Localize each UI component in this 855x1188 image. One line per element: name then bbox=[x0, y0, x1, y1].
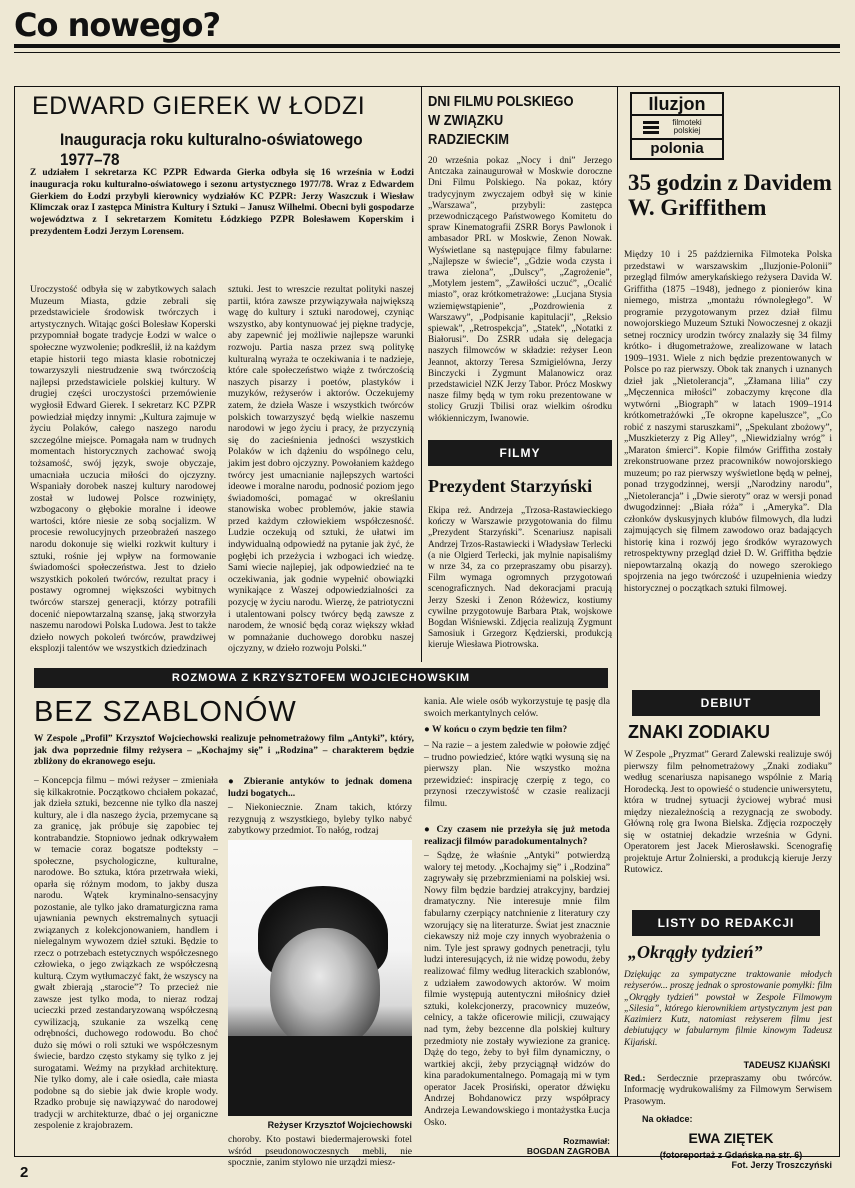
cover-box bbox=[628, 1114, 834, 1160]
cover-name: EWA ZIĘTEK bbox=[688, 1130, 774, 1146]
rozmowa-lead: W Zespole „Profil” Krzysztof Wojciechowski realizuje pełnometrażowy film „Antyki”, który, jak dwa poprzednie filmy reżysera – „Kochajmy się” i „Rodzina” – charakterem będzie zbliżony do ekranowego eseju. bbox=[34, 734, 414, 768]
logo-top-text: Iluzjon bbox=[632, 94, 722, 116]
dni-title: DNI FILMU POLSKIEGO W ZWIĄZKU RADZIECKIM bbox=[428, 93, 574, 148]
filmy-title: Prezydent Starzyński bbox=[428, 476, 593, 496]
cover-note: (fotoreportaż z Gdańska na str. 6) bbox=[659, 1150, 803, 1160]
dni-body: 20 września pokaz „Nocy i dni” Jerzego Antczaka zainaugurował w Moskwie doroczne Dni Filmu Polskiego. Na pokaz, który tradycyjnym zwyczajem odbył się w kinie „Warszawa”, przybyli: zastępca przewodniczącego Państwowego Komitetu do spraw Kinematografii ZSRR Borys Pawlonok i ambasador PRL w Moskwie, Zenon Nowak. Wyświetlane są następujące filmy fabularne: „Najlepsze w świecie”, „Gdzie woda czysta i trawa zielona”, „Dulscy”, „Zagrożenie”, „Motylem jestem”, „Zawiłości uczuć”, „Ocalić miasto”, oraz krótkometrażowe: „Lucjana Stysia wziemięwstąpienie”, „Pozdrowienia z Warszawy”, „Podpisanie kapitulacji”, „Reksio spiewak”, „Retrospekcja”, „Statek”, „Notatki z Białorusi”. Do ZSRR udała się delegacja naszych filmowców w składzie: reżyser Leon Jeannot, aktorzy Teresa Szmigielówna, Jerzy Binczycki i Zygmunt Malanowicz oraz przedstawiciel NZK Jerzy Tabor. Prócz Moskwy nasze filmy będą w tym roku prezentowane w stolicy Gruzji Tbilisi oraz wielkim ośrodku włókienniczym, Iwanowie. bbox=[428, 156, 612, 424]
bullet-icon: ● bbox=[424, 824, 437, 835]
q1-text: Zbieranie antyków to jednak domena ludzi bogatych... bbox=[228, 776, 412, 799]
masthead-rule bbox=[14, 44, 840, 48]
listy-body: Dziękując za sympatyczne traktowanie młodych reżyserów... proszę jednak o sprostowanie pomyłki: film „Okrągły tydzień” powstał w Zespole Filmowym „Silesia”, którego kierownikiem artystycznym jest pan Kazimierz Kutz, natomiast reżyserem filmu jest debiutujący w fabularnym filmie kinowym Tadeusz Kijański. bbox=[624, 970, 832, 1048]
iluzjon-body: Między 10 i 25 października Filmoteka Polska przedstawi w warszawskim „Iluzjonie-Polonii” przegląd filmów amerykańskiego reżysera Davida W. Griffitha (1875 –1948), jednego z pionierów kina niemego, mistrza „montażu równoległego”. W programie przygotowanym przez dział filmu nowojorskiego Muzeum Sztuki Nowoczesnej z okazji setnej rocznicy urodzin twórcy znalazły się 34 filmy krótko- i długometrażowe, zrealizowane w latach 1909–1931. Wiele z nich będzie prezentowanych w Polsce po raz pierwszy. Obok tak znanych i uznanych dzieł jak „Nietolerancja”, „Złamana lilia” czy „Męczennica miłości” zobaczymy kręcone dla wytwórni „Biograph” w latach 1909–1914 krótkometrażówki „Te okropne kapeluszce”, „Co robić z naszymi staruszkami”, „Spekulant zbożowy”, „Muszkieterzy z Pig Alley”, „Niewidzialny wróg” i „Maraton śmierci”. Kopie filmów Griffitha zostały zrekonstruowane przez pracowników nowojorskiego muzeum; po raz pierwszy wyświetlone będą w pełnej, ponad trzygodzinnej, wersji „Narodziny narodu”, „Nietolerancja” i „Dwie sieroty” oraz w wersji ponad dwugodzinnej: „Biała róża” i „Ameryka”. Dla członków dyskusyjnych klubów filmowych, dla ludzi zajmujących się filmem zawodowo oraz badających historię kina i rozwój jego środków wyrazowych retrospektywny przegląd dzieł D. W. Griffitha będzie niepowtarzalną okazją do nowego szerokiego spojrzenia na jego twórczość i uzupełnienia wiedzy historycznej o początkach sztuki filmowej. bbox=[624, 250, 832, 594]
gierek-column-2: sztuki. Jest to wreszcie rezultat polityki naszej partii, która zawsze przywiązywała największą wagę do kultury i sztuki narodowej, czyniąc wszystko, aby kontynuować jej piękne tradycje, aby zapewnić jej możliwie najlepsze warunki rozwoju. Partia nasza przez swą politykę kulturalną wyraża te oczekiwania i te nadzieje, które cale społeczeństwo wiąże z twórczością naszych pisarzy i poetów, plastyków i muzyków, reżyserów i aktorów. Oczekujemy zatem, że dzieła Wasze i wszystkich twórców polskich towarzyszyć będą wielkie naszemu narodowi w jego życiu i pracy, że przyczynią się do zacieśnienia jedności wszystkich Polaków w ich dążeniu do wspólnego celu, jakim jest dobro ojczyzny. Powołaniem każdego twórcy jest umacnianie najlepszych wartości ideowe i moralne narodu, podnosić poziom jego świadomości, pomagać w określaniu stanowiska wobec problemów, jakie stawia przed każdym człowiekiem współczesność. Ludzie oczekują od sztuki, że ułatwi im indywidualną odpowiedź na pytanie jak żyć, że pogłębi ich przeżycia i wzbogaci ich wiedzę. Sami wiecie najlepiej, jak odpowiedzieć na te oczekiwania, jak godnie wypełnić obowiązki wynikające z Waszej odpowiedzialności za pozycję w życiu narodu. Wierzę, że patriotyczni i utalentowani polscy twórcy będą zawsze z narodem, że wnosić będą coraz większy wkład w pomnażanie duchowego dorobku naszej ojczyzny, w dzieło rozwoju Polski.” bbox=[228, 284, 414, 655]
reply-label: Red.: bbox=[624, 1074, 646, 1084]
q3-text: Czy czasem nie przeżyła się już metoda realizacji filmów paradokumentalnych? bbox=[424, 824, 610, 847]
rozmowa-column-3b: – Na razie – a jestem zaledwie w połowie zdjęć – trudno powiedzieć, które wątki wysuną się na pierwszy plan. Nie wszystko można przewidzieć: inspirację czerpię z tego, co przynosi rzeczywistość w czasie realizacji filmu. bbox=[424, 740, 610, 809]
rozmowa-column-2a: – Niekoniecznie. Znam takich, którzy rezygnują z wszystkiego, byleby tylko nabyć zabytkowy przedmiot. To nałóg, rodzaj bbox=[228, 802, 412, 837]
rozmowa-title: BEZ SZABLONÓW bbox=[34, 696, 297, 728]
director-photo bbox=[228, 840, 412, 1116]
rozmowa-column-3c: – Sądzę, że właśnie „Antyki” potwierdzą walory tej metody. „Kochajmy się” i „Rodzina” zagrywały się przebrzmieniami na polskiej wsi. Nowy film będzie bardziej atrakcyjny, bardziej dramatyczny. Nie interesuje mnie film fabularny czerpiący natchnienie z literatury czy wzorujący się na literaturze. Świat jest znacznie ciekawszy niż moje czy innych wyobrażenia o nim. Tyle jest sprawy godnych penetracji, tylu ludzi interesujących, iż nie widzę powodu, żeby realizować filmy według literackich szablonów, z udziałem zawodowych aktorów. W moim filmie występują autentyczni miłośnicy dzieł sztuki, kolekcjonerzy, pracownicy muzeów, celnicy, a także oficerowie milicji, czuwający nad tym, żeby bezcenne dla polskiej kultury przedmioty nie zostały wywiezione za granicę. Dążę do tego, żeby to był film dynamiczny, o wartkiej akcji, żeby przyciągnął widzów do kina paradokumentalnego. Pomagają mi w tym operator Jacek Prosiński, operator dźwięku Andrzej Bohdanowicz przy współpracy Andrzeja Lewandowskiego i montażystka Łucja Osko. bbox=[424, 850, 610, 1128]
frame-top bbox=[14, 86, 840, 87]
iluzjon-logo bbox=[630, 92, 724, 160]
rozmowa-column-2b: choroby. Kto postawi biedermajerowski fotel wśród pseudonowoczesnych mebli, nie spocznie, zanim stylowo nie urządzi miesz- bbox=[228, 1134, 412, 1169]
debiut-bar: DEBIUT bbox=[632, 690, 820, 716]
rozmowa-question-1 bbox=[228, 776, 412, 799]
frame-left bbox=[14, 86, 15, 1156]
film-strip-icon bbox=[643, 120, 659, 134]
gierek-subtitle: Inauguracja roku kulturalno-oświatowego 1977–78 bbox=[60, 130, 363, 169]
masthead-rule-thin bbox=[14, 52, 840, 53]
photo-caption: Reżyser Krzysztof Wojciechowski bbox=[267, 1120, 412, 1130]
listy-title: „Okrągły tydzień” bbox=[628, 942, 763, 962]
filmy-bar: FILMY bbox=[428, 440, 612, 466]
logo-bottom-text: polonia bbox=[632, 138, 722, 158]
masthead: Co nowego? bbox=[14, 6, 221, 44]
listy-bar: LISTY DO REDAKCJI bbox=[632, 910, 820, 936]
divider-vertical-2 bbox=[617, 86, 618, 1156]
gierek-title: EDWARD GIEREK W ŁODZI bbox=[32, 92, 366, 120]
debiut-title: ZNAKI ZODIAKU bbox=[628, 722, 770, 742]
iluzjon-title: 35 godzin z Davidem W. Griffithem bbox=[628, 170, 832, 220]
photo-shoulders bbox=[228, 1036, 412, 1116]
rozmowa-column-1: – Koncepcja filmu – mówi reżyser – zmieniała się kilkakrotnie. Początkowo chciałem pokazać, jak dzieła sztuki, bezcenne nie tylko dla naszej kultury, ale i dla naszego życia, przemycane są za granicę, jak próbuje się zapobiec tej kontrabandzie. Stopniowo jednak odkrywałem w temacie coraz bogatsze podteksty – społeczne, psychologiczne, kulturalne, narodowe. Bo sztuka, która przetrwała wieki, oparła się różnym modom, to jakby dusza narodu. Wątek kryminalno-sensacyjny pozostanie, ale tylko jako dramaturgiczna rama ujawniania pewnych ekstremalnych sytuacji związanych z kolekcjonowaniem, handlem i nielegalnym wywozem dzieł sztuki. Będzie to rzecz o potrzebach estetycznych współczesnego człowieka, o jego związkach ze współczesną kulturą. Czym wytłumaczyć fakt, że wszyscy na gwałt zbierają „starocie”? To przecież nie zawsze jest tylko moda, to nieraz rodzaj ucieczki przed zestandaryzowaną współczesną cywilizacją, szukanie za wszelką cenę odrębności, duchowego rodowodu. Bo choć dużo się mówi o roli sztuki we współczesnym świecie, bardzo często stykamy się tylko z jej surogatami. Weźmy na przykład architekturę. Nie tylko domy, ale i całe osiedla, całe miasta podobne są do siebie jak dwie krople wody. Rzadko probuje się nawiązywać do narodowej tradycji w architekturze, dbać o jej organiczne zespolenie z krajobrazem. bbox=[34, 776, 218, 1131]
interviewer-name: BOGDAN ZAGROBA bbox=[526, 1146, 610, 1156]
rozmowa-column-3a: kania. Ale wiele osób wykorzystuje tę pasję dla swoich merkantylnych celów. bbox=[424, 696, 610, 719]
page-number: 2 bbox=[20, 1164, 29, 1181]
photo-face bbox=[270, 928, 380, 1048]
cover-label: Na okładce: bbox=[642, 1114, 693, 1124]
gierek-lead: Z udziałem I sekretarza KC PZPR Edwarda Gierka odbyła się 16 września w Łodzi inauguracja roku kulturalno-oświatowego i sezonu artystycznego 1977/78. Wraz z Edwardem Gierkiem do Łodzi przybyli kierownicy wydziałów KC PZPR: Jerzy Waszczuk i Wiesław Klimczak oraz I zastępca Ministra Kultury i Sztuki – Janusz Wilhelmi. Obecni byli gospodarze województwa z I sekretarzem Komitetu Łódzkiego PZPR Bolesławem Koperskim i prezydentem Łodzi Jerzym Lorensem. bbox=[30, 168, 414, 237]
q2-text: W końcu o czym będzie ten film? bbox=[432, 724, 568, 735]
reply-text: Serdecznie przepraszamy obu twórców. Informację wydrukowaliśmy za Filmowym Serwisem Prasowym. bbox=[624, 1074, 832, 1107]
cover-credit: Fot. Jerzy Troszczyński bbox=[731, 1160, 832, 1170]
filmy-body: Ekipa reż. Andrzeja „Trzosa-Rastawieckiego kończy w Warszawie przygotowania do filmu „Prezydent Starzyński”. Scenariusz napisali Andrzej Trzos-Rastawiecki i Władysław Terlecki (a nie Olgierd Terlecki, jak mylnie napisaliśmy w nrze 34, za co przepraszamy obu pisarzy). Film wymaga ogromnych przygotowań scenograficznych. Nad dekoracjami pracują Jerzy Szeski i Zenon Różewicz, kostiumy cywilne przygotowuje Barbara Ptak, wojskowe Bogdan Wiśniewski. Zdjęcia realizują Zygmunt Samosiuk i Grzegorz Kędzierski, produkcją kieruje Wiesława Piotrowska. bbox=[428, 506, 612, 651]
divider-vertical-1 bbox=[421, 86, 422, 662]
debiut-body: W Zespole „Pryzmat” Gerard Zalewski realizuje swój pierwszy film pełnometrażowy „Znaki zodiaku” według scenariusza napisanego wspólnie z Marią Horodecką. Jest to opowieść o studencie uniwersytetu, która w trudnej sytuacji życiowej wybrać musi między niezależnością a rezygnacją ze swobody. Główną rolę gra Iwona Bielska. Zdjęcia rozpoczęły się w ostatniej dekadzie września w Gdyni. Operatorem jest Jacek Mierosławski. Scenografię projektuje Artur Żolnierski, a produkcją kieruje Jerzy Rutowicz. bbox=[624, 750, 832, 875]
interviewer-label: Rozmawiał: bbox=[563, 1136, 610, 1146]
listy-signature: TADEUSZ KIJAŃSKI bbox=[743, 1060, 830, 1070]
rozmowa-bar: ROZMOWA Z KRZYSZTOFEM WOJCIECHOWSKIM bbox=[34, 668, 608, 688]
bullet-icon: ● bbox=[424, 724, 433, 735]
logo-small-text: filmoteki polskiej bbox=[672, 118, 702, 135]
rozmowa-question-3 bbox=[424, 824, 610, 847]
listy-reply bbox=[624, 1074, 832, 1110]
rozmowa-question-2 bbox=[424, 724, 610, 736]
frame-right bbox=[839, 86, 840, 1156]
bullet-icon: ● bbox=[228, 776, 244, 787]
gierek-column-1: Uroczystość odbyła się w zabytkowych salach Muzeum Miasta, gdzie zebrali się przedstawiciele środowisk twórczych i artystycznych. Witając gości Bolesław Koperski przypomniał bogate tradycje Łodzi w walce o społeczne wyzwolenie; podkreślił, iż na każdym etapie historii tego miasta klasie robotniczej towarzyszyli niestrudzenie swą twórczością najlepsi przedstawiciele polskiej kultury. W drugiej części uroczystości przemówienie wygłosił Edward Gierek. I sekretarz KC PZPR powiedział między innymi: „Kultura zajmuje w życiu Polaków, całego naszego narodu szczególne miejsce. Pomagała nam w trudnych momentach historycznych zachować swoją tożsamość, swój język, swoje obyczaje, umacniała uczucia miłości do ojczyzny. Wspaniały dorobek naszej kultury narodowej został w ludowej Polsce rozwinięty, wzbogacony o głębokie moralne i ideowe wartości, które niesie ze sobą socjalizm. W procesie rewolucyjnych przeobrażeń naszego narodu dokonuje się wielki rozkwit kultury i sztuki, rośnie jej wpływ na formowanie świadomości społeczeństwa. Jest to dzieło wszystkich pokoleń twórców, rezultat pracy i postawy ogromnej większości wybitnych twórców starszej generacji, którzy potrafili docenić niepowtarzalną szansę, jaką stworzyła naszemu narodowi Polska Ludowa. Jest to także dzieło nowych pokoleń twórców, prawdziwej eksplozji talentów we wszystkich dziedzinach bbox=[30, 284, 216, 655]
interviewer-credit bbox=[424, 1136, 610, 1156]
